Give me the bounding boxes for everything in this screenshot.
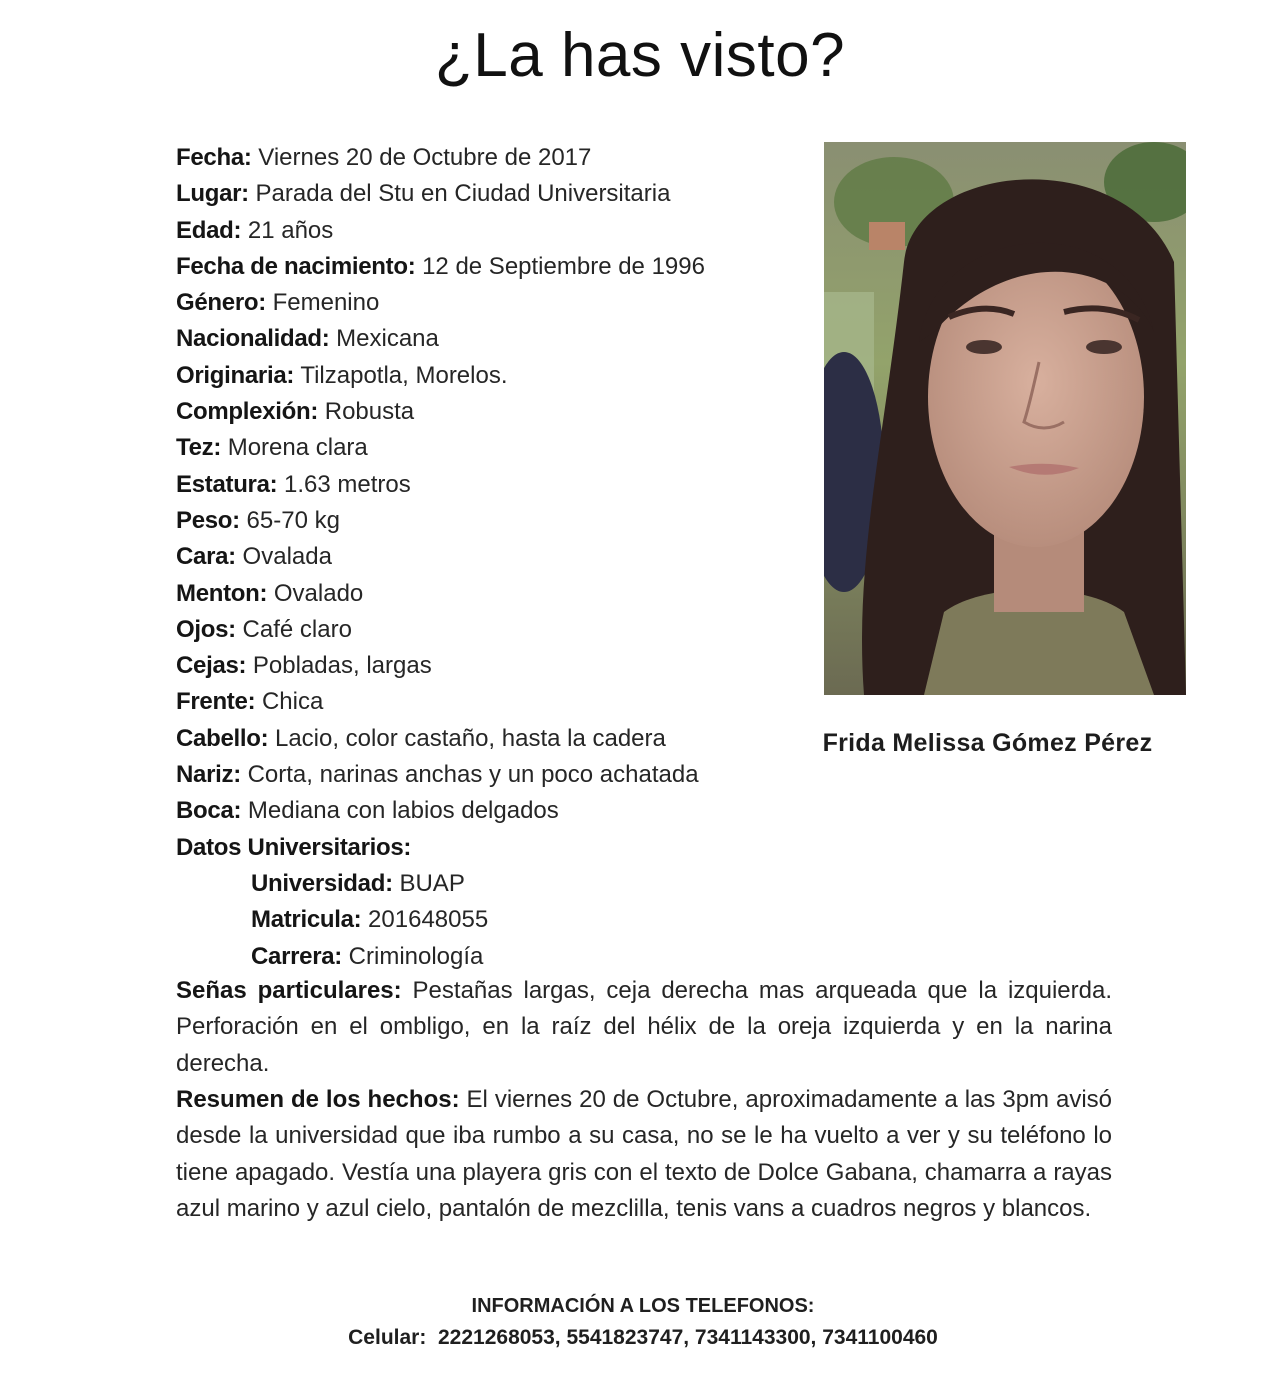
- field-cara: Cara: Ovalada: [176, 543, 332, 571]
- field-genero: Género: Femenino: [176, 289, 380, 317]
- resumen-label: Resumen de los hechos:: [176, 1086, 460, 1113]
- field-value: Lacio, color castaño, hasta la cadera: [274, 724, 666, 752]
- field-complexion: Complexión: Robusta: [176, 398, 415, 426]
- distinguishing-marks: [176, 973, 1112, 1082]
- field-label: Cabello: [176, 724, 261, 752]
- field-originaria: Originaria: Tilzapotla, Morelos.: [176, 361, 508, 389]
- field-value: Morena clara: [227, 434, 368, 462]
- phone-numbers: 2221268053, 5541823747, 7341143300, 7341100460: [438, 1326, 938, 1349]
- field-value: Café claro: [242, 615, 352, 643]
- contact-phones: [0, 1322, 1280, 1354]
- field-frente: Frente: Chica: [176, 688, 324, 716]
- field-label: Edad: [176, 216, 234, 244]
- field-value: Viernes 20 de Octubre de 2017: [258, 144, 592, 171]
- field-label: Boca: [176, 797, 234, 825]
- field-value: Femenino: [272, 289, 380, 317]
- field-nariz: Nariz: Corta, narinas anchas y un poco achatada: [176, 761, 699, 789]
- field-value: 65-70 kg: [246, 506, 340, 534]
- field-label: Carrera: [251, 942, 335, 970]
- field-label: Ojos: [176, 615, 229, 643]
- field-peso: Peso: 65-70 kg: [176, 506, 340, 534]
- field-value: Corta, narinas anchas y un poco achatada: [247, 761, 699, 789]
- senas-text: Pestañas largas, ceja derecha mas arqueada que la izquierda. Perforación en el ombligo, en la raíz del hélix de la oreja izquierda y en la narina derecha.: [176, 977, 1113, 1077]
- field-value: BUAP: [399, 869, 465, 897]
- field-label: Tez: [176, 434, 214, 462]
- senas-label: Señas particulares:: [176, 977, 402, 1004]
- field-value: Mediana con labios delgados: [247, 797, 559, 825]
- field-label: Fecha: [176, 144, 244, 171]
- field-label: Originaria: [176, 361, 287, 389]
- field-value: 201648055: [368, 906, 489, 934]
- field-universidad: Universidad: BUAP: [251, 869, 465, 897]
- field-fecha-nacimiento: Fecha de nacimiento: 12 de Septiembre de 1996: [176, 252, 705, 280]
- field-ojos: Ojos: Café claro: [176, 615, 352, 643]
- field-label: Frente: [176, 688, 248, 716]
- field-value: Criminología: [348, 942, 484, 970]
- field-lugar: Lugar: Parada del Stu en Ciudad Universitaria: [176, 180, 671, 208]
- field-value: 21 años: [247, 216, 334, 244]
- field-label: Cejas: [176, 652, 239, 680]
- field-value: 12 de Septiembre de 1996: [422, 252, 705, 280]
- field-value: Chica: [261, 688, 324, 716]
- field-fecha: Fecha: Viernes 20 de Octubre de 2017: [176, 144, 592, 171]
- field-value: Ovalado: [273, 579, 364, 607]
- field-label: Menton: [176, 579, 260, 607]
- person-photo: [824, 142, 1186, 695]
- university-heading: Datos Universitarios:: [176, 833, 412, 861]
- field-cejas: Cejas: Pobladas, largas: [176, 652, 432, 680]
- field-value: Pobladas, largas: [252, 652, 432, 680]
- field-label: Estatura: [176, 470, 270, 498]
- field-value: Parada del Stu en Ciudad Universitaria: [255, 180, 671, 208]
- resumen-text: El viernes 20 de Octubre, aproximadamente a las 3pm avisó desde la universidad que iba rumbo a su casa, no se le ha vuelto a ver y su teléfono lo tiene apagado. Vestía una playera gris con el texto de Dolce Gabana, chamarra a rayas azul marino y azul cielo, pantalón de mezclilla, tenis vans a cuadros negros y blancos.: [176, 1086, 1113, 1222]
- field-menton: Menton: Ovalado: [176, 579, 364, 607]
- contact-info: [0, 1290, 1280, 1354]
- field-value: Robusta: [324, 398, 415, 426]
- summary-of-events: [176, 1082, 1112, 1227]
- field-edad: Edad: 21 años: [176, 216, 334, 244]
- poster-title: ¿La has visto?: [434, 21, 846, 90]
- field-value: 1.63 metros: [284, 470, 411, 498]
- field-cabello: Cabello: Lacio, color castaño, hasta la cadera: [176, 724, 666, 752]
- field-tez: Tez: Morena clara: [176, 434, 368, 462]
- field-label: Cara: [176, 543, 229, 571]
- person-details: [176, 140, 796, 975]
- field-nacionalidad: Nacionalidad: Mexicana: [176, 325, 439, 353]
- field-label: Género: [176, 289, 259, 317]
- phones-label: Celular:: [348, 1326, 427, 1349]
- field-label: Fecha de nacimiento: [176, 252, 408, 280]
- field-label: Matricula: [251, 906, 354, 934]
- field-value: Tilzapotla, Morelos.: [300, 361, 508, 389]
- field-value: Ovalada: [242, 543, 332, 571]
- field-label: Nariz: [176, 761, 234, 789]
- field-value: Mexicana: [336, 325, 439, 353]
- field-matricula: Matricula: 201648055: [251, 906, 489, 934]
- person-name: Frida Melissa Gómez Pérez: [822, 729, 1153, 757]
- field-label: Peso: [176, 506, 233, 534]
- field-boca: Boca: Mediana con labios delgados: [176, 797, 559, 825]
- field-label: Nacionalidad: [176, 325, 322, 353]
- field-label: Lugar: [176, 180, 242, 208]
- contact-heading: INFORMACIÓN A LOS TELEFONOS:: [471, 1295, 815, 1317]
- field-carrera: Carrera: Criminología: [251, 942, 484, 970]
- field-label: Universidad: [251, 869, 386, 897]
- field-estatura: Estatura: 1.63 metros: [176, 470, 411, 498]
- field-label: Complexión: [176, 398, 311, 426]
